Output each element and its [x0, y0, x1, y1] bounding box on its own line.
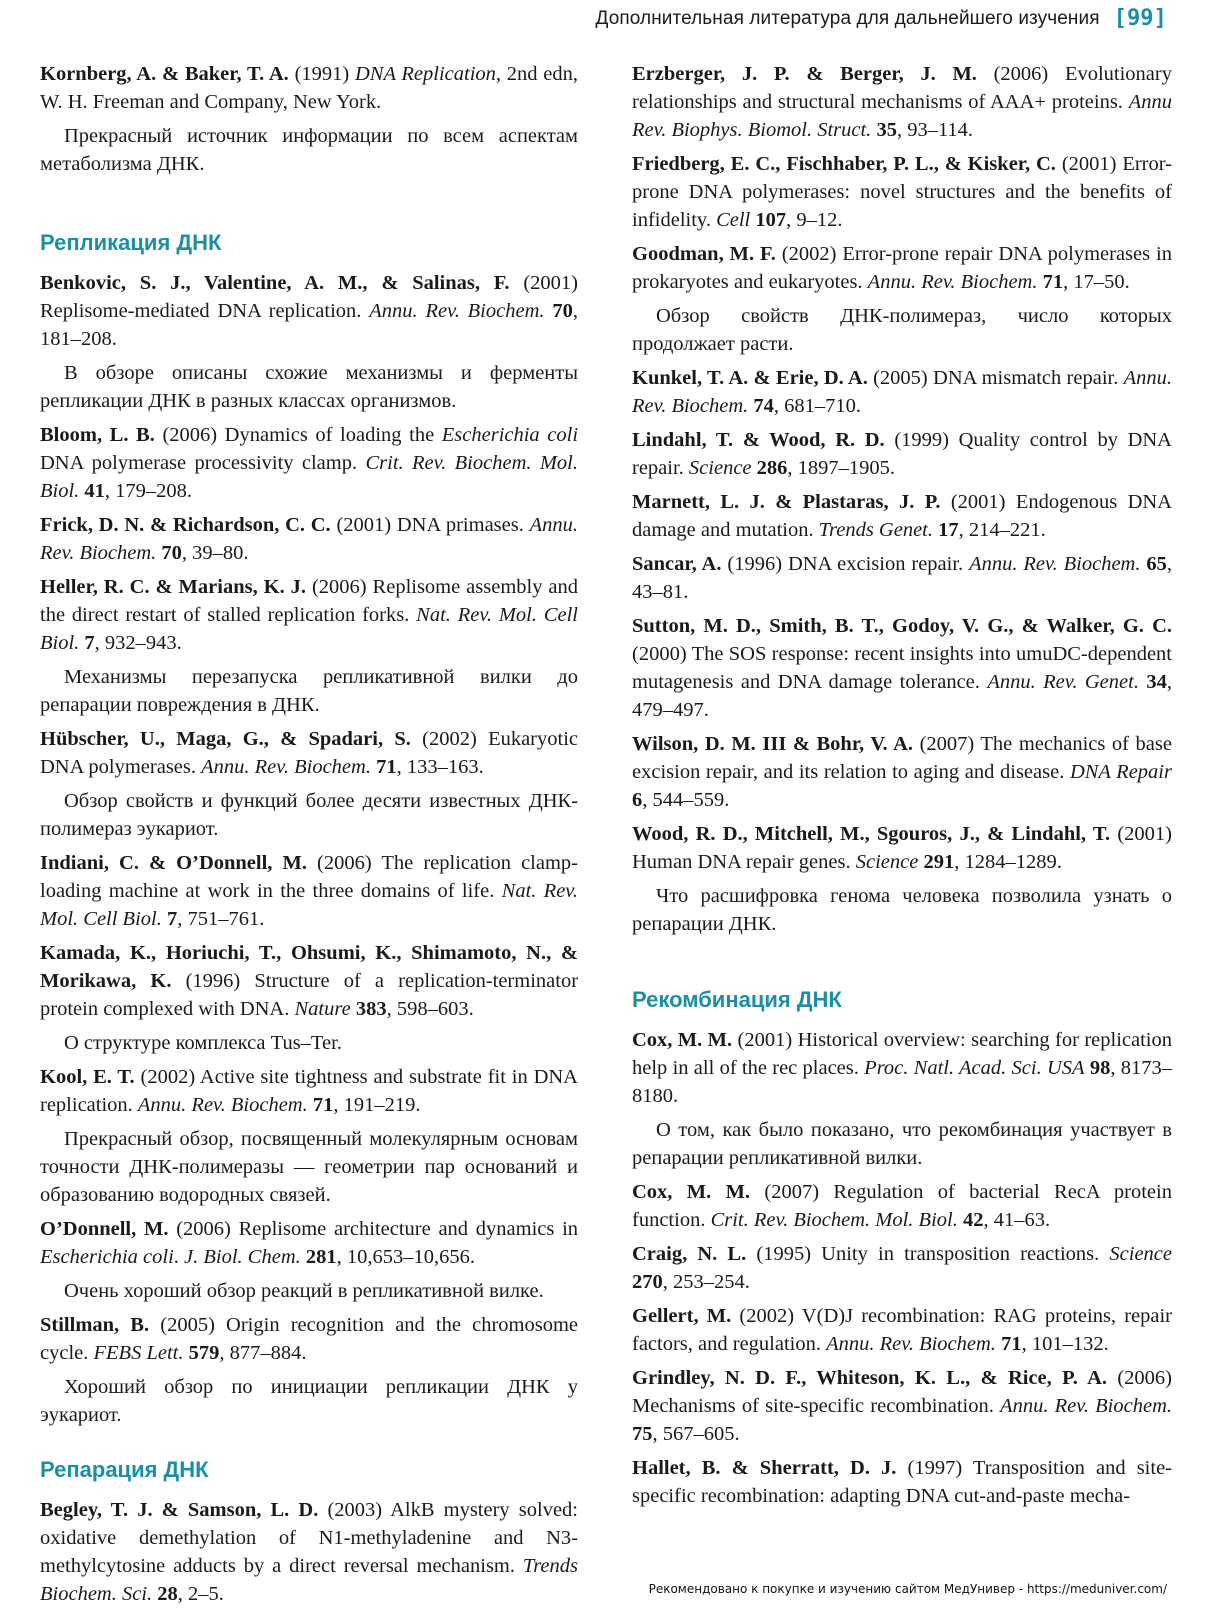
reference-note: Обзор свойств и функций более десяти известных ДНК-полимераз эукариот. [40, 790, 578, 840]
reference-entry: Kamada, K., Horiuchi, T., Ohsumi, K., Shimamoto, N., & Morikawa, K. (1996) Structure of a replication-terminator protein complexed with DNA. Nature 383, 598–603. [40, 942, 579, 1020]
reference-entry: Frick, D. N. & Richardson, C. C. (2001) DNA primases. Annu. Rev. Biochem. 70, 39–80. [40, 514, 579, 564]
reference-entry: Bloom, L. B. (2006) Dynamics of loading the Escherichia coli DNA polymerase processivity clamp. Crit. Rev. Biochem. Mol. Biol. 41, 179–208. [40, 424, 579, 502]
reference-entry: Cox, M. M. (2007) Regulation of bacterial RecA protein function. Crit. Rev. Biochem. Mol. Biol. 42, 41–63. [632, 1181, 1172, 1231]
right-column [632, 60, 1172, 1516]
reference-entry: Indiani, C. & O’Donnell, M. (2006) The replication clamp-loading machine at work in the three domains of life. Nat. Rev. Mol. Cell Biol. 7, 751–761. [40, 852, 578, 930]
reference-note: Хороший обзор по инициации репликации ДНК у эукариот. [40, 1376, 578, 1426]
reference-entry: Kool, E. T. (2002) Active site tightness and substrate fit in DNA replication. Annu. Rev. Biochem. 71, 191–219. [40, 1066, 578, 1116]
reference-note: Прекрасный источник информации по всем аспектам метаболизма ДНК. [40, 125, 578, 175]
reference-entry: Grindley, N. D. F., Whiteson, K. L., & Rice, P. A. (2006) Mechanisms of site-specific recombination. Annu. Rev. Biochem. 75, 567–605. [632, 1367, 1173, 1445]
reference-entry: Hallet, B. & Sherratt, D. J. (1997) Transposition and site-specific recombination: adapting DNA cut-and-paste mecha- [632, 1457, 1172, 1507]
reference-note: Очень хороший обзор реакций в репликативной вилке. [64, 1280, 544, 1302]
reference-entry: Gellert, M. (2002) V(D)J recombination: RAG proteins, repair factors, and regulation. Annu. Rev. Biochem. 71, 101–132. [632, 1305, 1172, 1355]
reference-entry: Hübscher, U., Maga, G., & Spadari, S. (2002) Eukaryotic DNA polymerases. Annu. Rev. Biochem. 71, 133–163. [40, 728, 579, 778]
reference-entry: Friedberg, E. C., Fischhaber, P. L., & Kisker, C. (2001) Error-prone DNA polymerases: novel structures and the benefits of infidelity. Cell 107, 9–12. [632, 153, 1173, 231]
reference-entry: Wilson, D. M. III & Bohr, V. A. (2007) The mechanics of base excision repair, and its relation to aging and disease. DNA Repair 6, 544–559. [632, 733, 1172, 811]
section-heading-repair: Репарация ДНК [40, 1457, 209, 1482]
reference-entry: Kornberg, A. & Baker, T. A. (1991) DNA Replication, 2nd edn, W. H. Freeman and Company, New York. [40, 63, 579, 113]
reference-entry: Sancar, A. (1996) DNA excision repair. Annu. Rev. Biochem. 65, 43–81. [632, 553, 1173, 603]
page-number: [99] [1113, 6, 1167, 31]
reference-entry: Heller, R. C. & Marians, K. J. (2006) Replisome assembly and the direct restart of stalled replication forks. Nat. Rev. Mol. Cell Biol. 7, 932–943. [40, 576, 578, 654]
reference-entry: Begley, T. J. & Samson, L. D. (2003) AlkB mystery solved: oxidative demethylation of N1-methyladenine and N3-methylcytosine adducts by a direct reversal mechanism. Trends Biochem. Sci. 28, 2–5. [40, 1499, 579, 1605]
footer-watermark: Рекомендовано к покупке и изучению сайтом МедУнивер - https://meduniver.com/ [648, 1582, 1167, 1596]
reference-entry: Kunkel, T. A. & Erie, D. A. (2005) DNA mismatch repair. Annu. Rev. Biochem. 74, 681–710. [632, 367, 1172, 417]
reference-note: О том, как было показано, что рекомбинация участвует в репарации репликативной вилки. [632, 1119, 1172, 1169]
section-heading-recombination: Рекомбинация ДНК [632, 987, 842, 1012]
reference-entry: Sutton, M. D., Smith, B. T., Godoy, V. G., & Walker, G. C. (2000) The SOS response: recent insights into umuDC-dependent mutagenesis and DNA damage tolerance. Annu. Rev. Genet. 34, 479–497. [632, 615, 1172, 721]
section-heading-replication: Репликация ДНК [40, 230, 222, 255]
reference-entry: Stillman, B. (2005) Origin recognition and the chromosome cycle. FEBS Lett. 579, 877–884. [40, 1314, 579, 1364]
reference-entry: Erzberger, J. P. & Berger, J. M. (2006) Evolutionary relationships and structural mechanisms of AAA+ proteins. Annu Rev. Biophys. Biomol. Struct. 35, 93–114. [632, 63, 1172, 141]
reference-note: Что расшифровка генома человека позволила узнать о репарации ДНК. [632, 885, 1172, 935]
reference-note: О структуре комплекса Tus–Ter. [64, 1032, 342, 1054]
reference-entry: O’Donnell, M. (2006) Replisome architecture and dynamics in Escherichia coli. J. Biol. Chem. 281, 10,653–10,656. [40, 1218, 579, 1268]
reference-entry: Benkovic, S. J., Valentine, A. M., & Salinas, F. (2001) Replisome-mediated DNA replication. Annu. Rev. Biochem. 70, 181–208. [40, 272, 579, 350]
running-title: Дополнительная литература для дальнейшего изучения [595, 7, 1100, 29]
left-column [40, 60, 578, 1614]
reference-entry: Marnett, L. J. & Plastaras, J. P. (2001) Endogenous DNA damage and mutation. Trends Genet. 17, 214–221. [632, 491, 1172, 541]
reference-note: В обзоре описаны схожие механизмы и ферменты репликации ДНК в разных классах организмов. [40, 362, 578, 412]
reference-entry: Cox, M. M. (2001) Historical overview: searching for replication help in all of the rec places. Proc. Natl. Acad. Sci. USA 98, 8173–8180. [632, 1029, 1172, 1107]
reference-note: Механизмы перезапуска репликативной вилки до репарации повреждения в ДНК. [40, 666, 578, 716]
reference-entry: Craig, N. L. (1995) Unity in transposition reactions. Science 270, 253–254. [632, 1243, 1172, 1293]
reference-entry: Wood, R. D., Mitchell, M., Sgouros, J., & Lindahl, T. (2001) Human DNA repair genes. Science 291, 1284–1289. [632, 823, 1172, 873]
reference-note: Обзор свойств ДНК-полимераз, число которых продолжает расти. [632, 305, 1172, 355]
running-header [596, 6, 1167, 31]
reference-entry: Goodman, M. F. (2002) Error-prone repair DNA polymerases in prokaryotes and eukaryotes. Annu. Rev. Biochem. 71, 17–50. [632, 243, 1172, 293]
reference-entry: Lindahl, T. & Wood, R. D. (1999) Quality control by DNA repair. Science 286, 1897–1905. [632, 429, 1172, 479]
reference-note: Прекрасный обзор, посвященный молекулярным основам точности ДНК-полимеразы — геометрии пар оснований и образованию водородных связей. [40, 1128, 578, 1206]
